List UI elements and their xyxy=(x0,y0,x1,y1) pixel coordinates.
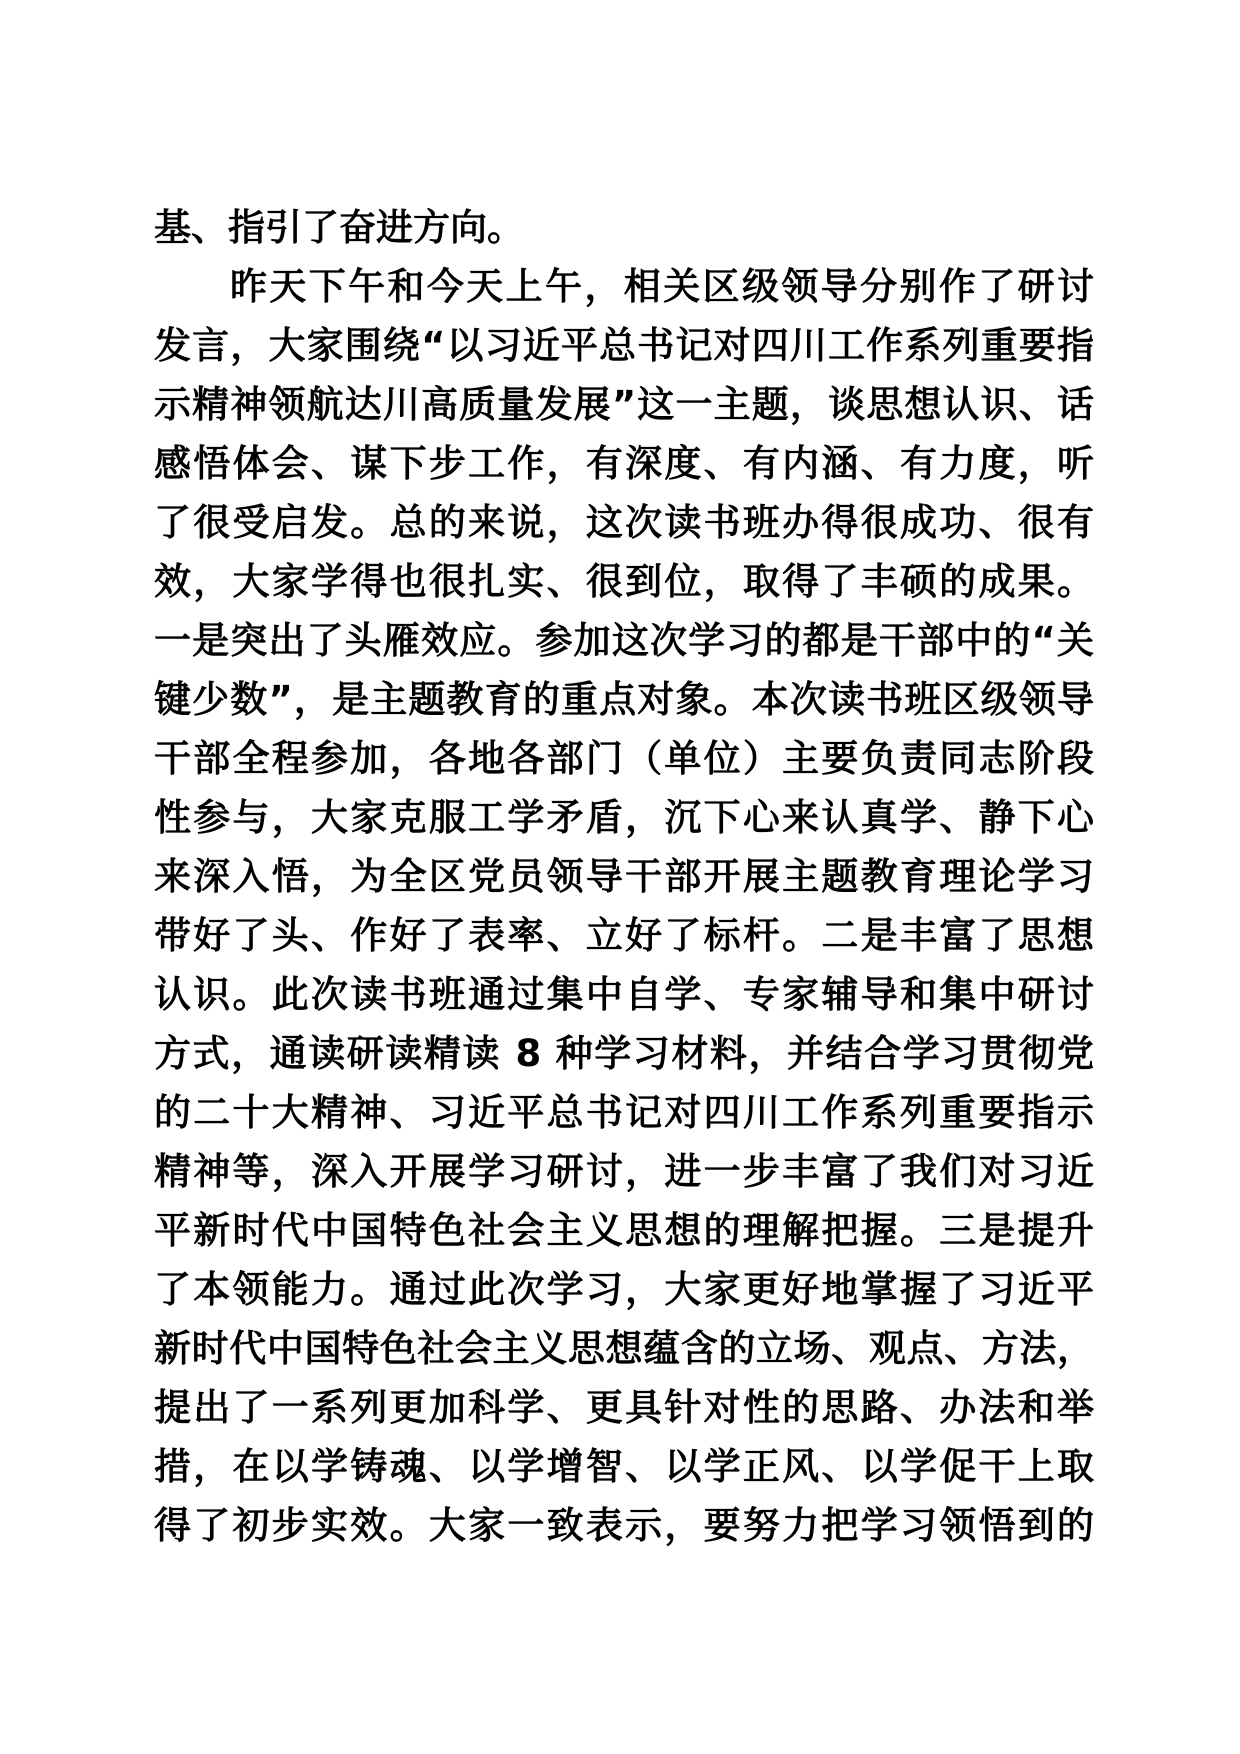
text-line-16: 的二十大精神、习近平总书记对四川工作系列重要指示 xyxy=(154,1091,1094,1134)
text-line-17: 精神等，深入开展学习研讨，进一步丰富了我们对习近 xyxy=(154,1150,1094,1193)
text-line-7: 效，大家学得也很扎实、很到位，取得了丰硕的成果。 xyxy=(154,560,1094,603)
text-line-6: 了很受启发。总的来说，这次读书班办得很成功、很有 xyxy=(154,501,1094,544)
text-line-18: 平新时代中国特色社会主义思想的理解把握。三是提升 xyxy=(154,1209,1094,1252)
text-line-1: 基、指引了奋进方向。 xyxy=(154,206,524,249)
text-line-14: 认识。此次读书班通过集中自学、专家辅导和集中研讨 xyxy=(154,973,1094,1016)
text-line-8: 一是突出了头雁效应。参加这次学习的都是干部中的“关 xyxy=(154,619,1094,662)
text-line-11: 性参与，大家克服工学矛盾，沉下心来认真学、静下心 xyxy=(154,796,1094,839)
text-line-19: 了本领能力。通过此次学习，大家更好地掌握了习近平 xyxy=(154,1268,1094,1311)
text-line-20: 新时代中国特色社会主义思想蕴含的立场、观点、方法， xyxy=(154,1327,1094,1370)
text-line-15: 方式，通读研读精读 8 种学习材料，并结合学习贯彻党 xyxy=(154,1032,1094,1075)
text-line-5: 感悟体会、谋下步工作，有深度、有内涵、有力度，听 xyxy=(154,442,1094,485)
text-line-22: 措，在以学铸魂、以学增智、以学正风、以学促干上取 xyxy=(154,1445,1094,1488)
text-line-10: 干部全程参加，各地各部门（单位）主要负责同志阶段 xyxy=(154,737,1094,780)
text-line-2: 昨天下午和今天上午，相关区级领导分别作了研讨 xyxy=(230,265,1094,308)
text-line-3: 发言，大家围绕“以习近平总书记对四川工作系列重要指 xyxy=(154,324,1094,367)
text-line-13: 带好了头、作好了表率、立好了标杆。二是丰富了思想 xyxy=(154,914,1094,957)
text-line-9: 键少数”，是主题教育的重点对象。本次读书班区级领导 xyxy=(154,678,1094,721)
body-text xyxy=(154,198,1094,1555)
text-line-12: 来深入悟，为全区党员领导干部开展主题教育理论学习 xyxy=(154,855,1094,898)
text-line-21: 提出了一系列更加科学、更具针对性的思路、办法和举 xyxy=(154,1386,1094,1429)
text-line-23: 得了初步实效。大家一致表示，要努力把学习领悟到的 xyxy=(154,1504,1094,1547)
text-line-4: 示精神领航达川高质量发展”这一主题，谈思想认识、话 xyxy=(154,383,1094,426)
